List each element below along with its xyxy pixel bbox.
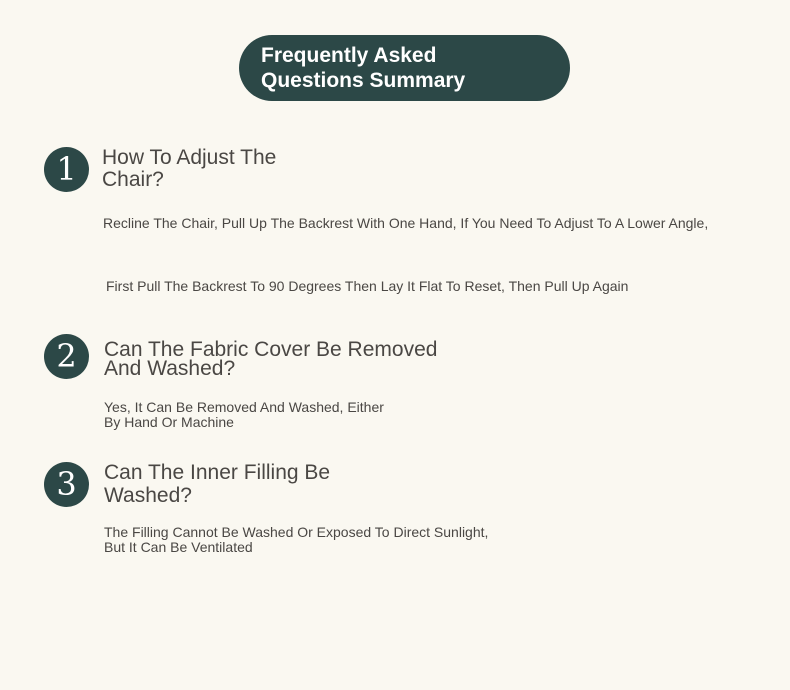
faq-question-3-line1: Can The Inner Filling Be: [104, 461, 331, 484]
faq-question-2-line1: Can The Fabric Cover Be Removed: [104, 338, 438, 361]
faq-answer-2-line1: Yes, It Can Be Removed And Washed, Either: [104, 399, 384, 415]
faq-question-1: [102, 147, 276, 191]
faq-answer-2-line2: By Hand Or Machine: [104, 414, 234, 430]
faq-number-badge-1: 1: [44, 147, 89, 192]
faq-header-title: [261, 43, 511, 93]
faq-question-3-line2: Washed?: [104, 484, 192, 507]
faq-question-2-line2: And Washed?: [104, 357, 236, 380]
faq-header-title-line1: Frequently Asked: [261, 44, 437, 67]
faq-question-3: [104, 461, 330, 507]
faq-question-2: [104, 340, 437, 378]
faq-question-1-line2: Chair?: [102, 168, 164, 191]
faq-answer-3: [104, 525, 488, 555]
faq-number-badge-3: 3: [44, 462, 89, 507]
faq-header-banner: [239, 35, 570, 101]
faq-question-1-line1: How To Adjust The: [102, 146, 277, 169]
faq-answer-1-line2: First Pull The Backrest To 90 Degrees Then Lay It Flat To Reset, Then Pull Up Again: [106, 278, 629, 294]
faq-answer-3-line1: The Filling Cannot Be Washed Or Exposed To Direct Sunlight,: [104, 524, 489, 540]
faq-answer-2: [104, 400, 384, 430]
faq-header-title-line2: Questions Summary: [261, 69, 466, 92]
faq-number-badge-2: 2: [44, 334, 89, 379]
faq-answer-1-line1: Recline The Chair, Pull Up The Backrest With One Hand, If You Need To Adjust To A Lower Angle,: [103, 215, 709, 231]
faq-answer-3-line2: But It Can Be Ventilated: [104, 539, 253, 555]
